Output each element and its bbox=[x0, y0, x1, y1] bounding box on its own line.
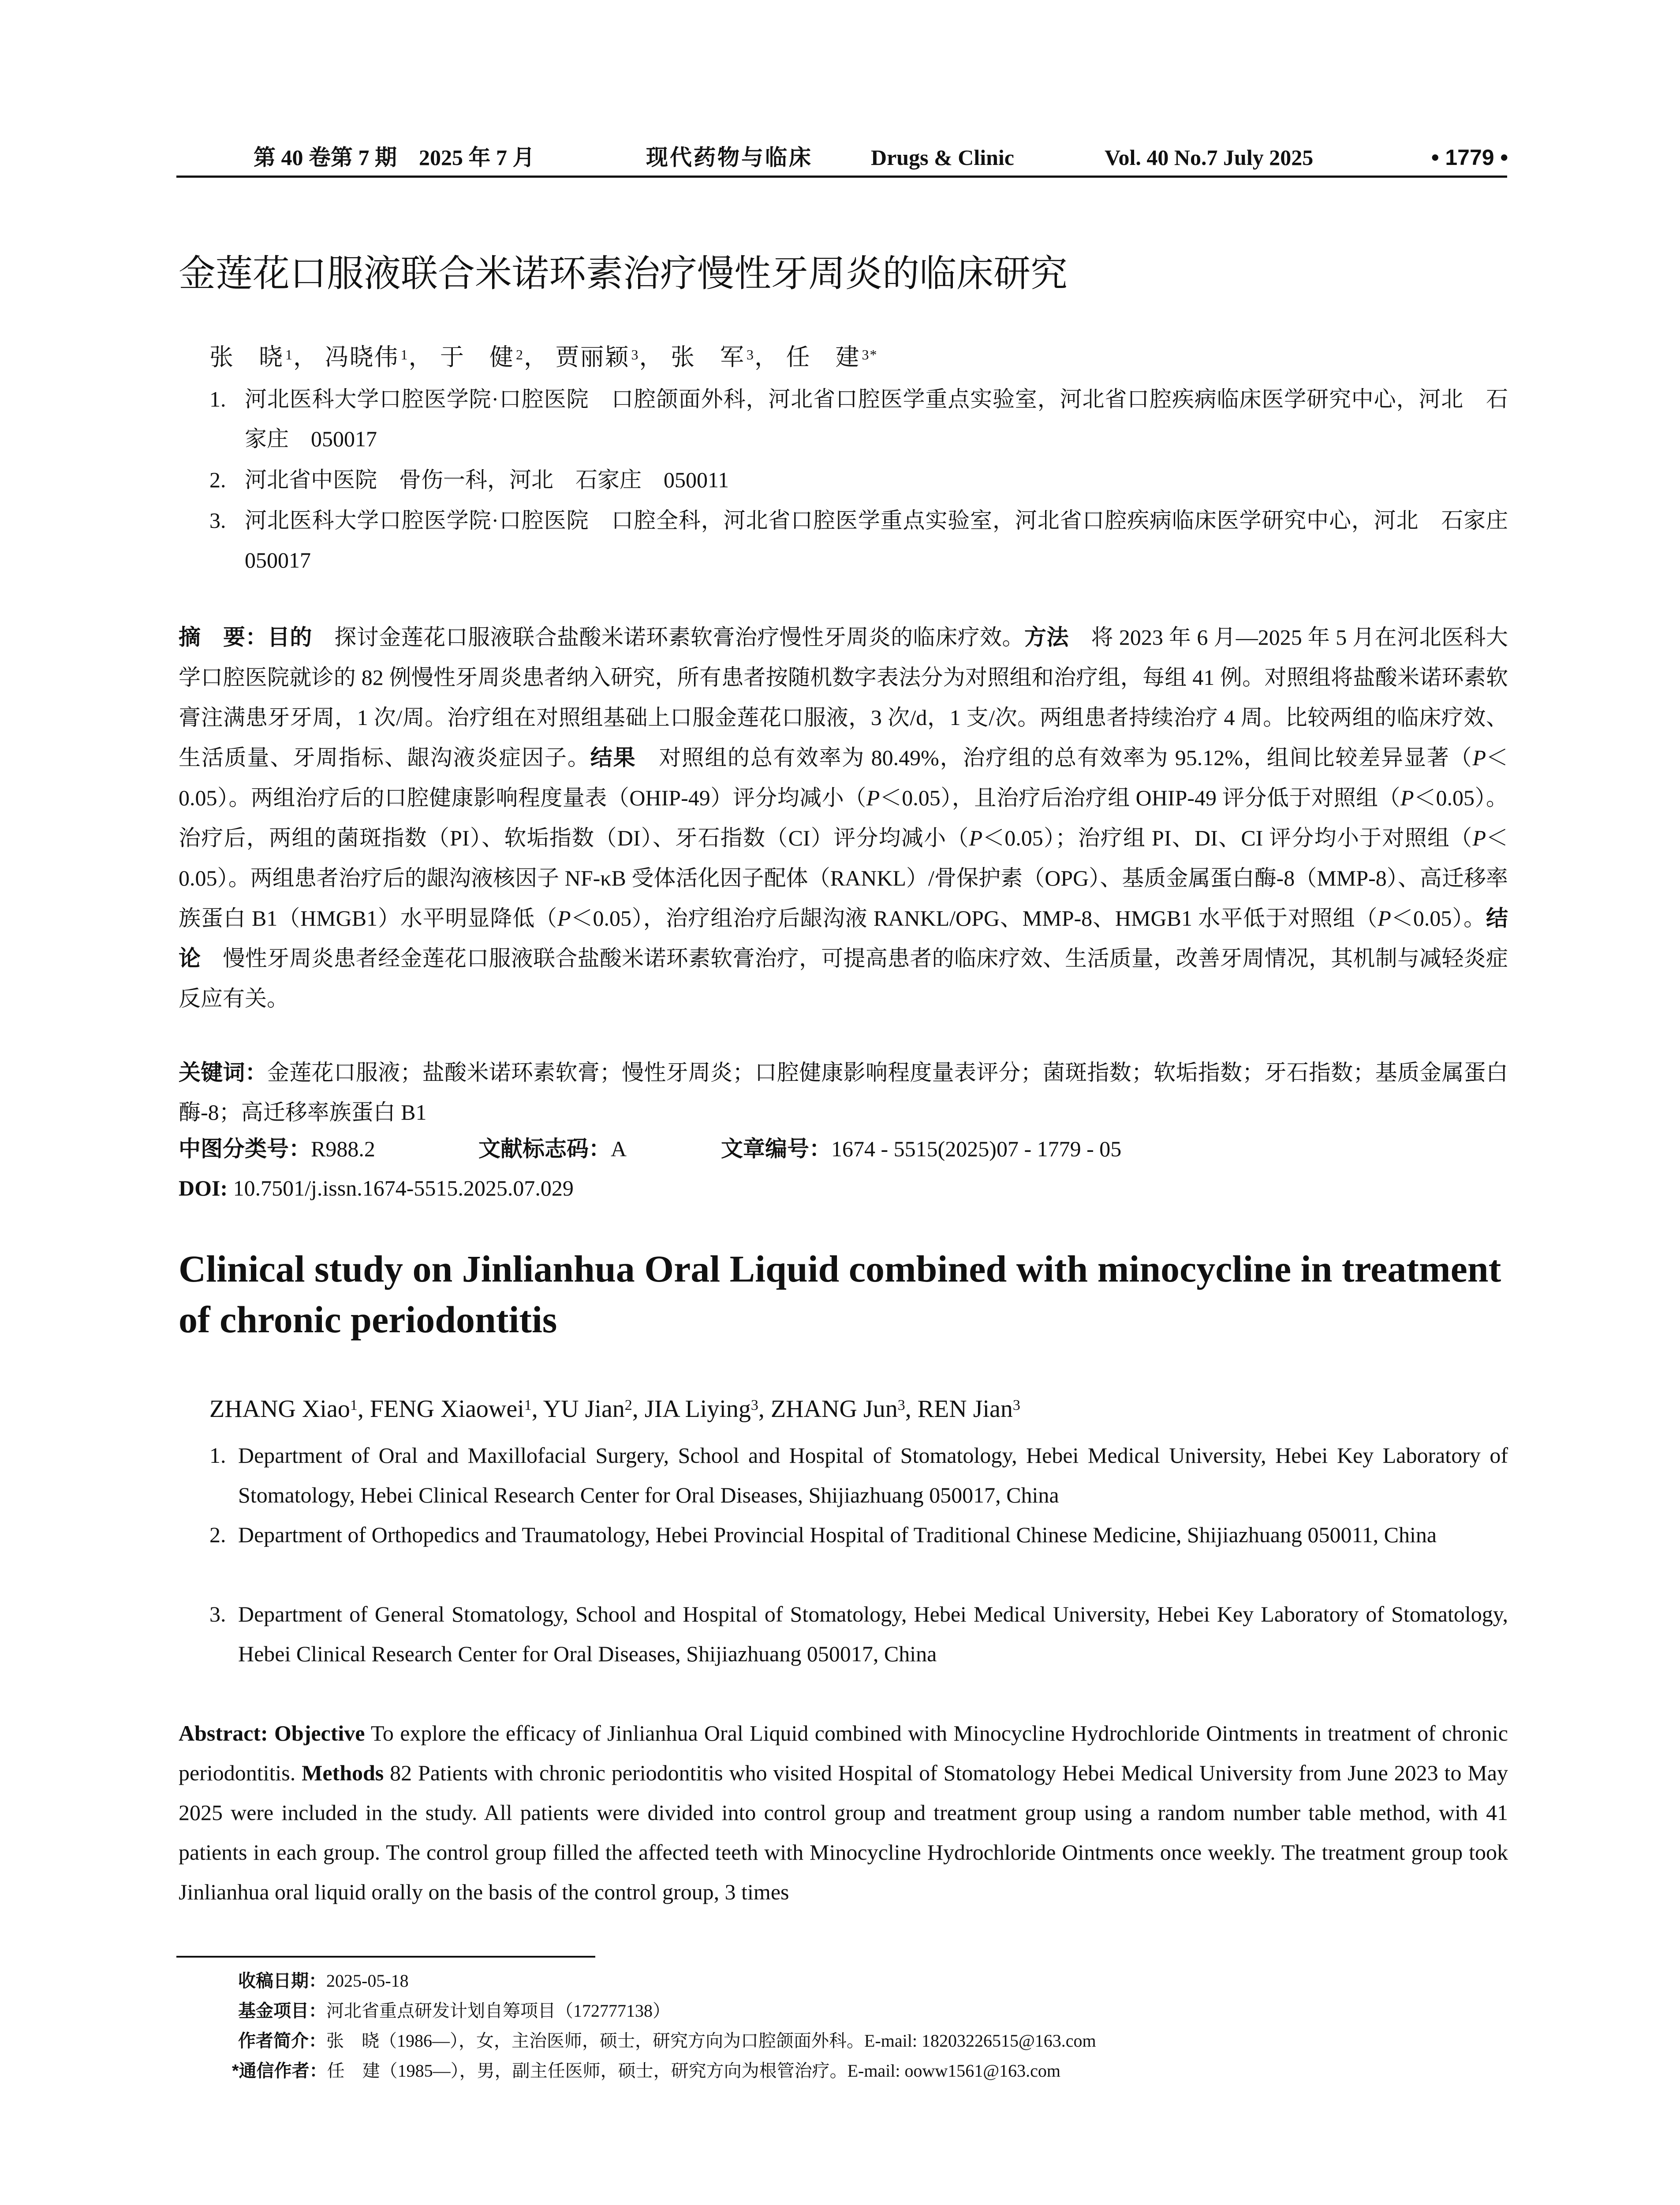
methods-label: 方法 bbox=[1024, 625, 1069, 650]
clc-label: 中图分类号： bbox=[179, 1136, 311, 1161]
abstract-en-label: Abstract: Objective bbox=[179, 1721, 365, 1745]
methods-en-label: Methods bbox=[302, 1760, 384, 1785]
header-rule bbox=[176, 176, 1507, 178]
title-cn: 金莲花口服液联合米诺环素治疗慢性牙周炎的临床研究 bbox=[179, 253, 1068, 294]
author-en: REN Jian$^3$ bbox=[917, 1395, 1020, 1423]
keywords-label: 关键词： bbox=[179, 1060, 268, 1085]
footnote-received: 收稿日期：2025-05-18 bbox=[238, 1971, 409, 1991]
abstract-cn: 摘 要：目的 探讨金莲花口服液联合盐酸米诺环素软膏治疗慢性牙周炎的临床疗效。方法 将 2023 年 6 月—2025 年 5 月在河北医科大学口腔医院就诊的 82 例慢性牙周炎患者纳入研究，所有患者按随机数字表法分为对照组和治疗组，每组 41 例。对照组将盐酸米诺环素软膏注满患牙牙周，1 次/周。治疗组在对照组基础上口服金莲花口服液，3 次/d，1 支/次。两组患者持续治疗 4 周。比较两组的临床疗效、生活质量、牙周指标、龈沟液炎症因子。结果 对照组的总有效率为 80.49%，治疗组的总有效率为 95.12%，组间比较差异显著（P＜0.05）。两组治疗后的口腔健康影响程度量表（OHIP-49）评分均减小（P＜0.05），且治疗后治疗组 OHIP-49 评分低于对照组（P＜0.05）。治疗后，两组的菌斑指数（PI）、软垢指数（DI）、牙石指数（CI）评分均减小（P＜0.05）；治疗组 PI、DI、CI 评分均小于对照组（P＜0.05）。两组患者治疗后的龈沟液核因子 NF-κB 受体活化因子配体（RANKL）/骨保护素（OPG）、基质金属蛋白酶-8（MMP-8）、高迁移率族蛋白 B1（HMGB1）水平明显降低（P＜0.05），治疗组治疗后龈沟液 RANKL/OPG、MMP-8、HMGB1 水平低于对照组（P＜0.05）。结论 慢性牙周炎患者经金莲花口服液联合盐酸米诺环素软膏治疗，可提高患者的临床疗效、生活质量，改善牙周情况，其机制与减轻炎症反应有关。 bbox=[179, 625, 1508, 1011]
article-number-value: 1674 - 5515(2025)07 - 1779 - 05 bbox=[831, 1136, 1122, 1161]
affiliation-cn: 1. 河北医科大学口腔医学院·口腔医院 口腔颌面外科，河北省口腔医学重点实验室，河北省口腔疾病临床医学研究中心，河北 石家庄 050017 bbox=[209, 387, 1508, 451]
author-cn: 张 军 $^3$ bbox=[671, 344, 754, 370]
authors-cn: 张 晓 $^1$， 冯晓伟 $^1$， 于 健 $^2$， 贾丽颖 $^3$， 张 军 $^3$， 任 建 $^{3*}$ bbox=[209, 344, 878, 370]
author-en: FENG Xiaowei$^1$ bbox=[370, 1395, 532, 1423]
conclusion-text: 慢性牙周炎患者经金莲花口服液联合盐酸米诺环素软膏治疗，可提高患者的临床疗效、生活质量，改善牙周情况，其机制与减轻炎症反应有关。 bbox=[179, 946, 1508, 1011]
article-number-label: 文章编号： bbox=[721, 1136, 831, 1161]
header-volume: Vol. 40 No.7 July 2025 bbox=[1105, 145, 1314, 170]
abstract-en bbox=[179, 1713, 1508, 1912]
author-en: JIA Liying$^3$ bbox=[644, 1395, 758, 1423]
header-page-number: • 1779 • bbox=[1431, 145, 1508, 170]
results-label: 结果 bbox=[590, 745, 636, 770]
header-journal-en: Drugs & Clinic bbox=[871, 145, 1014, 170]
affiliation-cn: 2. 河北省中医院 骨伤一科，河北 石家庄 050011 bbox=[209, 467, 729, 492]
author-en: ZHANG Jun$^3$ bbox=[770, 1395, 905, 1423]
doc-code-label: 文献标志码： bbox=[478, 1136, 611, 1161]
author-cn: 张 晓 $^1$ bbox=[209, 344, 293, 370]
author-cn: 冯晓伟 $^1$ bbox=[325, 344, 409, 370]
footnote-funding: 基金项目：河北省重点研发计划自筹项目（172777138） bbox=[238, 2001, 670, 2021]
methods-text: 将 2023 年 6 月—2025 年 5 月在河北医科大学口腔医院就诊的 82 例慢性牙周炎患者纳入研究，所有患者按随机数字表法分为对照组和治疗组，每组 41 例。对照组将盐酸米诺环素软膏注满患牙牙周，1 次/周。治疗组在对照组基础上口服金莲花口服液，3 次/d，1 支/次。两组患者持续治疗 4 周。比较两组的临床疗效、生活质量、牙周指标、龈沟液炎症因子。 bbox=[179, 625, 1508, 770]
affiliation-en: 2. Department of Orthopedics and Traumatology, Hebei Provincial Hospital of Traditional Chinese Medicine, Shijiazhuang 050011, China bbox=[209, 1522, 1437, 1547]
footnote-author-bio: 作者简介：张 晓（1986—），女，主治医师，硕士，研究方向为口腔颌面外科。E-mail: 18203226515@163.com bbox=[238, 2031, 1096, 2051]
objective-en-text: To explore the efficacy of Jinlianhua Oral Liquid combined with Minocycline Hydrochloride Ointments in treatment of chronic periodontitis. bbox=[179, 1721, 1508, 1785]
keywords-text: 金莲花口服液；盐酸米诺环素软膏；慢性牙周炎；口腔健康影响程度量表评分；菌斑指数；软垢指数；牙石指数；基质金属蛋白酶-8；高迁移率族蛋白 B1 bbox=[179, 1060, 1508, 1125]
affiliation-en: 1. Department of Oral and Maxillofacial Surgery, School and Hospital of Stomatology, Hebei Medical University, Hebei Key Laboratory of Stomatology, Hebei Clinical Research Center for Oral Diseases, Shijiazhuang 050017, China bbox=[209, 1443, 1508, 1507]
author-en: ZHANG Xiao$^1$ bbox=[209, 1395, 358, 1423]
author-cn: 任 建 $^{3*}$ bbox=[786, 344, 878, 370]
doc-code-value: A bbox=[611, 1136, 627, 1161]
doi-line bbox=[179, 1170, 574, 1206]
affiliation-en: 3. Department of General Stomatology, School and Hospital of Stomatology, Hebei Medical University, Hebei Key Laboratory of Stomatology, Hebei Clinical Research Center for Oral Diseases, Shijiazhuang 050017, China bbox=[209, 1602, 1508, 1666]
affiliation-cn: 3. 河北医科大学口腔医学院·口腔医院 口腔全科，河北省口腔医学重点实验室，河北省口腔疾病临床医学研究中心，河北 石家庄 050017 bbox=[209, 508, 1530, 572]
keywords-cn bbox=[179, 1053, 1508, 1132]
doi-value[interactable]: 10.7501/j.issn.1674-5515.2025.07.029 bbox=[228, 1176, 574, 1200]
objective-text: 探讨金莲花口服液联合盐酸米诺环素软膏治疗慢性牙周炎的临床疗效。 bbox=[312, 625, 1025, 650]
title-en: Clinical study on Jinlianhua Oral Liquid combined with minocycline in treatment of chronic periodontitis bbox=[179, 1248, 1501, 1341]
footnote-corresponding-author: *通信作者：任 建（1985—），男，副主任医师，硕士，研究方向为根管治疗。E-mail: ooww1561@163.com bbox=[232, 2061, 1061, 2081]
header-journal-cn: 现代药物与临床 bbox=[646, 145, 813, 170]
footnote-rule bbox=[176, 1956, 595, 1958]
running-header bbox=[179, 142, 1508, 173]
authors-en: ZHANG Xiao$^1$, FENG Xiaowei$^1$, YU Jian$^2$, JIA Liying$^3$, ZHANG Jun$^3$, REN Jian$^3$ bbox=[209, 1395, 1020, 1423]
methods-en-text: 82 Patients with chronic periodontitis who visited Hospital of Stomatology Hebei Medical University from June 2023 to May 2025 were included in the study. All patients were divided into control group and treatment group using a random number table method, with 41 patients in each group. The control group filled the affected teeth with Minocycline Hydrochloride Ointments once weekly. The treatment group took Jinlianhua oral liquid orally on the basis of the control group, 3 times bbox=[179, 1760, 1508, 1904]
doi-label: DOI: bbox=[179, 1176, 228, 1200]
header-issue: 第 40 卷第 7 期 2025 年 7 月 bbox=[254, 145, 535, 170]
objective-label: 目的 bbox=[267, 625, 312, 650]
clc-value: R988.2 bbox=[311, 1136, 375, 1161]
author-cn: 贾丽颖 $^3$ bbox=[555, 344, 639, 370]
author-cn: 于 健 $^2$ bbox=[440, 344, 524, 370]
abstract-label: 摘 要： bbox=[179, 625, 268, 650]
author-en: YU Jian$^2$ bbox=[543, 1395, 632, 1423]
conclusion-label: 结论 bbox=[179, 906, 1508, 971]
footnotes bbox=[232, 1966, 1508, 2086]
